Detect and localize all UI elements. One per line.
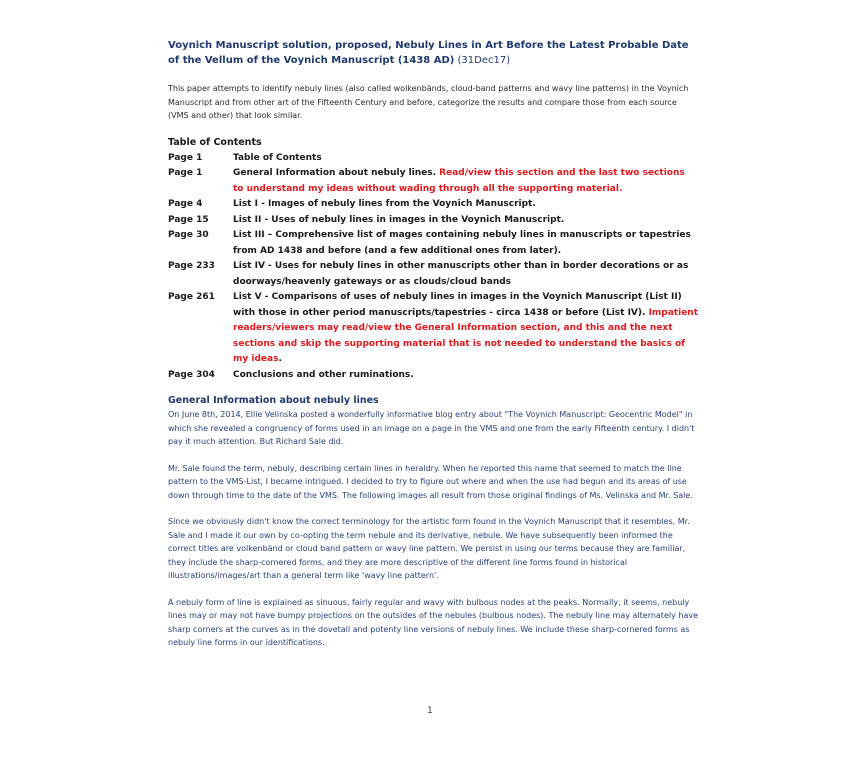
toc-entry-text: General Information about nebuly lines. <box>233 168 440 178</box>
toc-row <box>168 166 698 197</box>
toc-entry-text: List III – Comprehensive list of mages containing nebuly lines in manuscripts or tapestries from AD 1438 and before (and a few additional ones from later). <box>233 230 691 256</box>
body-paragraph: Since we obviously didn't know the correct terminology for the artistic form found in the Voynich Manuscript that it resembles, Mr. Sale and I made it our own by co-opting the term nebule and its derivative, nebule. We have subsequently been informed the correct titles are volkenbänd or cloud band pattern or wavy line pattern. We persist in using our terms because they are familiar, they include the sharp-cornered forms, and they are more descriptive of the different line forms found in historical illustrations/images/art than a general term like 'wavy line pattern'. <box>168 517 690 580</box>
toc-row <box>168 151 698 167</box>
toc-entry-tail: . <box>278 354 282 364</box>
toc-list <box>168 151 698 384</box>
toc-entry-text: List IV - Uses for nebuly lines in other manuscripts other than in border decorations or as doorways/heavenly gateways or as clouds/cloud bands <box>233 261 689 287</box>
toc-row <box>168 259 698 290</box>
toc-entry-text: List II - Uses of nebuly lines in images in the Voynich Manuscript. <box>233 214 565 225</box>
toc-row <box>168 368 698 384</box>
toc-page-number: Page 261 <box>168 292 215 302</box>
body-paragraph: Mr. Sale found the term, nebuly, describing certain lines in heraldry. When he reported this name that seemed to match the line pattern to the VMS-List, I became intrigued. I decided to try to figure out where and when the use had begun and its areas of use down through time to the date of the VMS. The following images all result from those original findings of Ms. Velinska and Mr. Sale. <box>168 463 693 500</box>
body-paragraph: On June 8th, 2014, Ellie Velinska posted a wonderfully informative blog entry about "The Voynich Manuscript: Geocentric Model" in which she revealed a congruency of forms used in an image on a page in the VMS and one from the early Fifteenth century. I didn't pay it much attention. But Richard Sale did. <box>168 410 695 446</box>
toc-page-number: Page 4 <box>168 199 203 209</box>
toc-entry <box>233 290 698 368</box>
toc-entry <box>233 166 698 197</box>
toc-entry <box>233 259 698 290</box>
document-title <box>168 38 698 68</box>
toc-entry <box>233 213 698 229</box>
toc-entry <box>233 228 698 259</box>
toc-entry-text: Table of Contents <box>233 152 322 163</box>
toc-row <box>168 197 698 213</box>
toc-page-number: Page 304 <box>168 369 215 380</box>
page-content <box>168 38 698 663</box>
toc-page-number: Page 233 <box>168 261 215 271</box>
body-paragraph: A nebuly form of line is explained as sinuous, fairly regular and wavy with bulbous nodes at the peaks. Normally, it seems, nebuly lines may or may not have bumpy projections on the outsides of the nebules (bulbous nodes). The nebuly line may alternately have sharp corners at the curves as in the dovetail and potenty line versions of nebuly lines. We include these sharp-cornered forms as nebuly line forms in our identifications. <box>168 597 698 647</box>
toc-row <box>168 228 698 259</box>
section-heading: General Information about nebuly lines <box>168 395 379 406</box>
toc-row <box>168 290 698 368</box>
toc-page-number: Page 30 <box>168 230 209 240</box>
toc-page-number: Page 1 <box>168 152 203 163</box>
toc-entry <box>233 197 698 213</box>
title-text: Voynich Manuscript solution, proposed, Nebuly Lines in Art Before the Latest Probable Date of the Vellum of the Voynich Manuscript (1438 AD) <box>168 40 689 66</box>
title-date: (31Dec17) <box>454 55 511 66</box>
toc-page-number: Page 1 <box>168 168 203 178</box>
toc-entry <box>233 368 698 384</box>
toc-heading: Table of Contents <box>168 136 262 148</box>
toc-entry-text: List V - Comparisons of uses of nebuly lines in images in the Voynich Manuscript (List II) with those in other period manuscripts/tapestries - circa 1438 or before (List IV). <box>233 292 682 318</box>
intro-paragraph: This paper attempts to identify nebuly lines (also called wolkenbänds, cloud-band patterns and wavy line patterns) in the Voynich Manuscript and from other art of the Fifteenth Century and before, categorize the results and compare those from each source (VMS and other) that look similar. <box>168 84 689 120</box>
toc-page-number: Page 15 <box>168 214 209 225</box>
toc-entry-note: Impatient readers/viewers may read/view the General Information section, and this and the next sections and skip the supporting material that is not needed to understand the basics of my ideas <box>233 307 699 364</box>
toc-row <box>168 213 698 229</box>
toc-entry-note: Read/view this section and the last two sections to understand my ideas without wading through all the supporting material. <box>233 168 685 194</box>
toc-entry-text: Conclusions and other ruminations. <box>233 369 414 380</box>
toc-entry-text: List I - Images of nebuly lines from the Voynich Manuscript. <box>233 199 536 209</box>
page-number: 1 <box>427 706 433 716</box>
toc-entry <box>233 151 698 167</box>
